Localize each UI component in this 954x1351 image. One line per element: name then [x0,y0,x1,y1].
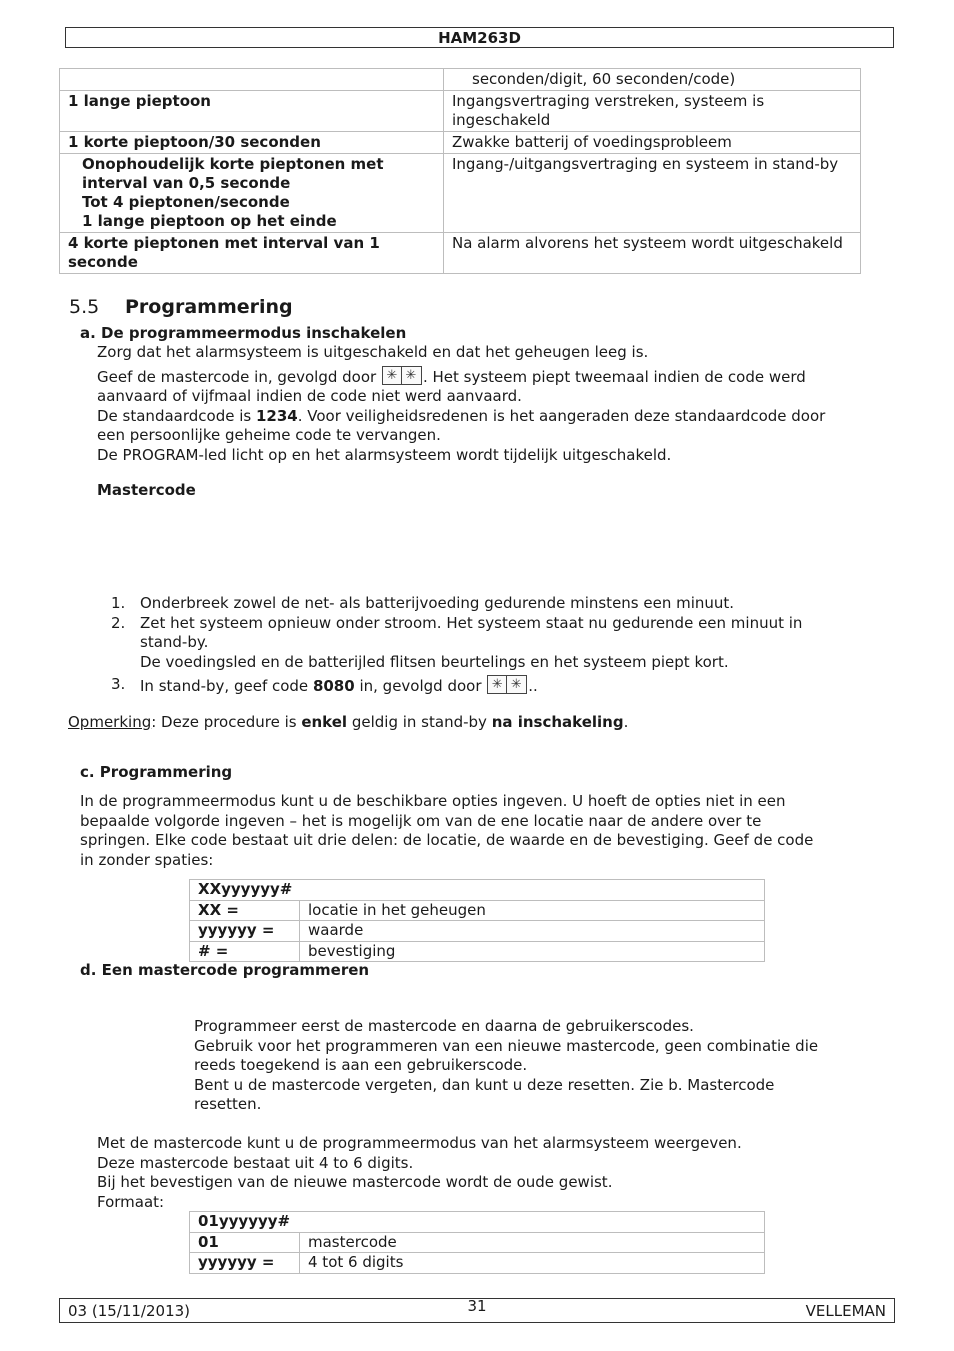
subsection-heading-a: a. De programmeermodus inschakelen [80,324,407,342]
table-row [60,154,861,233]
step-text: .. [528,677,538,695]
table-header: XXyyyyyy# [190,880,765,901]
table-cell: mastercode [300,1232,765,1253]
code-format-table [189,879,765,962]
text-line: Bent u de mastercode vergeten, dan kunt u deze resetten. Zie b. Mastercode [194,1075,775,1094]
step-number: 2. [111,613,126,632]
paragraph [97,366,897,407]
star-icon: ✳ [383,367,402,384]
text: aanvaard of vijfmaal indien de code niet werd aanvaard. [97,387,522,405]
table-cell [60,154,444,233]
text: na inschakeling [491,713,624,731]
mastercode-label: Mastercode [97,481,196,499]
text-line: Programmeer eerst de mastercode en daarna de gebruikerscodes. [194,1017,694,1035]
text-line: resetten. [194,1095,262,1113]
step-number: 1. [111,594,126,612]
step-text: In stand-by, geef code [140,677,313,695]
part-c-body [80,792,890,870]
cell-line: 1 lange pieptoon op het einde [82,212,337,230]
table-cell: 4 tot 6 digits [300,1253,765,1274]
text-line: reeds toegekend is aan een gebruikerscode. [194,1056,528,1074]
section-title: Programmering [125,296,293,318]
table-cell: 01 [190,1232,300,1253]
table-row [190,1232,765,1253]
text: : Deze procedure is [151,713,302,731]
remark-label: Opmerking [68,713,152,731]
cell-text: seconden/digit, 60 seconden/code) [472,70,736,88]
table-cell: 4 korte pieptonen met interval van 1 seconde [60,233,444,274]
text-line: In de programmeermodus kunt u de beschikbare opties ingeven. U hoeft de opties niet in een [80,792,786,810]
list-item [111,613,900,673]
step-text: stand-by. [140,633,209,651]
footer-version: 03 (15/11/2013) [68,1302,191,1320]
star-key-icon [487,675,527,694]
model-name: HAM263D [438,29,521,47]
text: geldig in stand-by [347,713,492,731]
table-row [60,132,861,154]
list-item [111,594,900,614]
table-cell: XX = [190,900,300,921]
paragraph: Zorg dat het alarmsysteem is uitgeschakeld en dat het geheugen leeg is. [97,343,649,361]
subsection-heading-d: d. Een mastercode programmeren [80,961,370,979]
part-d-note [194,1017,884,1115]
text: enkel [301,713,348,731]
step-text: Onderbreek zowel de net- als batterijvoeding gedurende minstens een minuut. [140,594,735,612]
star-icon: ✳ [488,676,507,693]
part-d-body [97,1134,887,1212]
table-cell: Ingang-/uitgangsvertraging en systeem in stand-by [444,154,861,233]
table-row [190,921,765,942]
table-row [190,1253,765,1274]
table-cell: Ingangsvertraging verstreken, systeem is ingeschakeld [444,91,861,132]
text-line: Gebruik voor het programmeren van een nieuwe mastercode, geen combinatie die [194,1036,819,1055]
text-line: in zonder spaties: [80,850,214,869]
cell-line: Onophoudelijk korte pieptonen met interval van 0,5 seconde [82,155,384,192]
footer-brand: VELLEMAN [805,1302,886,1320]
step-text: Zet het systeem opnieuw onder stroom. Het systeem staat nu gedurende een minuut in [140,613,803,632]
table-cell: 1 korte pieptoon/30 seconden [60,132,444,154]
step-text: De voedingsled en de batterijled flitsen beurtelings en het systeem piept kort. [140,652,729,671]
text-line: bepaalde volgorde ingeven – het is mogelijk om van de ene locatie naar de andere over te [80,811,762,830]
section-number: 5.5 [69,296,100,318]
table-cell: Zwakke batterij of voedingsprobleem [444,132,861,154]
table-row [190,900,765,921]
text: . [623,713,629,731]
step-number: 3. [111,675,126,693]
default-code: 1234 [255,406,298,425]
table-cell [444,69,861,91]
table-cell: Na alarm alvorens het systeem wordt uitgeschakeld [444,233,861,274]
table-row [190,880,765,901]
table-cell: # = [190,941,300,962]
cell-line: Tot 4 pieptonen/seconde [82,193,290,211]
page-footer [59,1298,895,1323]
list-item [111,675,900,697]
text: De standaardcode is [97,406,256,425]
table-cell [60,69,444,91]
table-cell: yyyyyy = [190,921,300,942]
table-cell: waarde [300,921,765,942]
text: . Voor veiligheidsredenen is het aangeraden deze standaardcode door [297,406,826,425]
reset-steps [111,594,900,697]
subsection-heading-c: c. Programmering [80,763,233,781]
table-cell: bevestiging [300,941,765,962]
text-line: springen. Elke code bestaat uit drie delen: de locatie, de waarde en de bevestiging. Geef de code [80,831,814,849]
text: een persoonlijke geheime code te vervangen. [97,426,441,444]
table-row [60,69,861,91]
text: . Het systeem piept tweemaal indien de code werd [422,367,806,386]
remark [68,713,628,733]
table-row [60,91,861,132]
mastercode-format-table [189,1211,765,1274]
table-row [190,1212,765,1233]
star-icon: ✳ [405,367,417,383]
star-key-icon [382,366,422,385]
paragraph: De PROGRAM-led licht op en het alarmsysteem wordt tijdelijk uitgeschakeld. [97,445,672,464]
section-heading [69,296,293,318]
text-line: Met de mastercode kunt u de programmeermodus van het alarmsysteem weergeven. [97,1134,742,1152]
text-line: Formaat: [97,1192,165,1211]
text-line: Deze mastercode bestaat uit 4 to 6 digits. [97,1153,414,1172]
star-icon: ✳ [510,677,522,692]
step-text: in, gevolgd door [354,677,487,695]
table-cell: locatie in het geheugen [300,900,765,921]
table-row [190,941,765,962]
beep-signal-table [59,68,861,274]
table-row [60,233,861,274]
table-cell: 1 lange pieptoon [60,91,444,132]
reset-code: 8080 [312,677,355,695]
table-header: 01yyyyyy# [190,1212,765,1233]
page-number: 31 [467,1297,487,1315]
table-cell: yyyyyy = [190,1253,300,1274]
text-line: Bij het bevestigen van de nieuwe mastercode wordt de oude gewist. [97,1173,613,1191]
part-a-body [97,343,897,465]
text: Geef de mastercode in, gevolgd door [97,367,381,386]
page-header [65,27,894,48]
paragraph [97,407,897,446]
